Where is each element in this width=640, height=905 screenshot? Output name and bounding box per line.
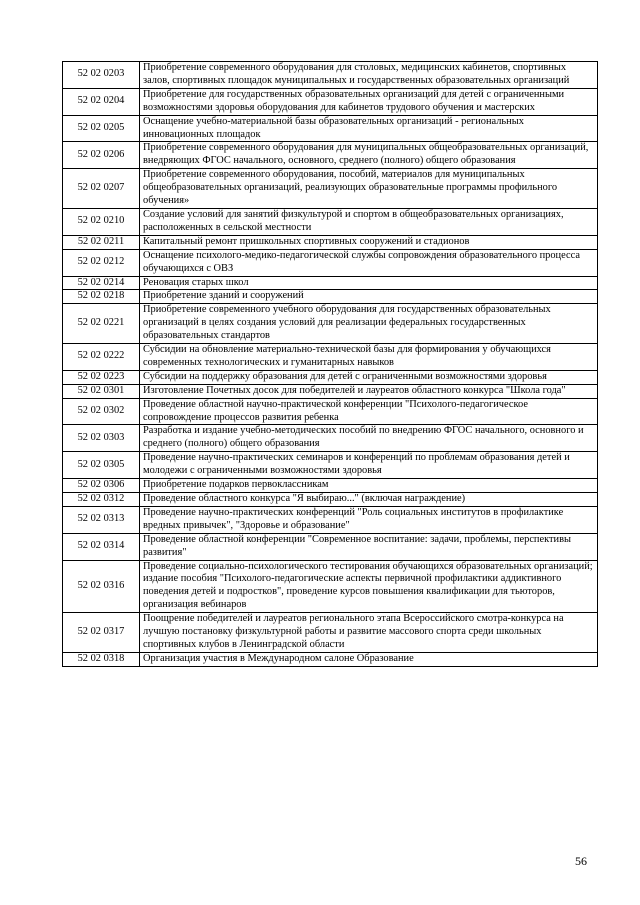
table-row — [63, 613, 598, 653]
row-description-cell: Приобретение подарков первоклассникам — [140, 479, 598, 493]
table-row — [63, 425, 598, 452]
row-code-cell: 52 02 0223 — [63, 370, 140, 384]
row-code-cell: 52 02 0301 — [63, 384, 140, 398]
row-code-cell: 52 02 0305 — [63, 452, 140, 479]
table-row — [63, 652, 598, 666]
row-code-cell: 52 02 0318 — [63, 652, 140, 666]
row-description-cell: Капитальный ремонт пришкольных спортивных сооружений и стадионов — [140, 235, 598, 249]
table-row — [63, 208, 598, 235]
row-description-cell: Проведение областного конкурса "Я выбираю..." (включая награждение) — [140, 493, 598, 507]
row-description-cell: Поощрение победителей и лауреатов регионального этапа Всероссийского смотра-конкурса на лучшую постановку физкультурной работы и развитие массового спорта среди школьных спортивных клубов в Ленинградской области — [140, 613, 598, 653]
table-row — [63, 506, 598, 533]
row-code-cell: 52 02 0206 — [63, 142, 140, 169]
row-description-cell: Проведение областной конференции "Современное воспитание: задачи, проблемы, перспективы развития" — [140, 533, 598, 560]
document-page — [62, 61, 598, 667]
row-description-cell: Реновация старых школ — [140, 276, 598, 290]
table-row — [63, 88, 598, 115]
table-row — [63, 235, 598, 249]
row-description-cell: Создание условий для занятий физкультурой и спортом в общеобразовательных организациях, расположенных в сельской местности — [140, 208, 598, 235]
row-description-cell: Субсидии на поддержку образования для детей с ограниченными возможностями здоровья — [140, 370, 598, 384]
row-code-cell: 52 02 0222 — [63, 344, 140, 371]
row-code-cell: 52 02 0316 — [63, 560, 140, 613]
row-description-cell: Проведение областной научно-практической конференции "Психолого-педагогическое сопровождение процессов развития ребенка — [140, 398, 598, 425]
row-code-cell: 52 02 0212 — [63, 249, 140, 276]
table-row — [63, 276, 598, 290]
row-code-cell: 52 02 0204 — [63, 88, 140, 115]
row-code-cell: 52 02 0203 — [63, 62, 140, 89]
table-row — [63, 479, 598, 493]
table-row — [63, 398, 598, 425]
table-row — [63, 304, 598, 344]
row-code-cell: 52 02 0207 — [63, 169, 140, 209]
row-description-cell: Проведение социально-психологического тестирования обучающихся образовательных организаций; издание пособия "Психолого-педагогические аспекты первичной профилактики аддиктивного поведения детей и подростков", проведение курсов повышения квалификации для тьюторов, организация вебинаров — [140, 560, 598, 613]
table-row — [63, 169, 598, 209]
row-code-cell: 52 02 0317 — [63, 613, 140, 653]
table-row — [63, 249, 598, 276]
row-code-cell: 52 02 0218 — [63, 290, 140, 304]
budget-code-table — [62, 61, 598, 667]
row-description-cell: Приобретение современного оборудования для столовых, медицинских кабинетов, спортивных залов, спортивных площадок муниципальных и государственных образовательных организаций — [140, 62, 598, 89]
row-description-cell: Оснащение психолого-медико-педагогической службы сопровождения образовательного процесса обучающихся с ОВЗ — [140, 249, 598, 276]
table-row — [63, 452, 598, 479]
table-body — [63, 62, 598, 667]
table-row — [63, 560, 598, 613]
table-row — [63, 493, 598, 507]
row-description-cell: Изготовление Почетных досок для победителей и лауреатов областного конкурса "Школа года" — [140, 384, 598, 398]
row-description-cell: Субсидии на обновление материально-технической базы для формирования у обучающихся современных технологических и гуманитарных навыков — [140, 344, 598, 371]
row-description-cell: Проведение научно-практических семинаров и конференций по проблемам образования детей и молодежи с ограниченными возможностями здоровья — [140, 452, 598, 479]
row-description-cell: Приобретение для государственных образовательных организаций для детей с ограниченными возможностями здоровья оборудования для кабинетов трудового обучения и мастерских — [140, 88, 598, 115]
row-code-cell: 52 02 0205 — [63, 115, 140, 142]
table-row — [63, 115, 598, 142]
row-code-cell: 52 02 0302 — [63, 398, 140, 425]
row-description-cell: Приобретение зданий и сооружений — [140, 290, 598, 304]
row-description-cell: Приобретение современного оборудования, пособий, материалов для муниципальных общеобразовательных организаций, реализующих образовательные программы профильного обучения» — [140, 169, 598, 209]
table-row — [63, 62, 598, 89]
row-code-cell: 52 02 0312 — [63, 493, 140, 507]
row-code-cell: 52 02 0210 — [63, 208, 140, 235]
table-row — [63, 533, 598, 560]
table-row — [63, 384, 598, 398]
row-description-cell: Оснащение учебно-материальной базы образовательных организаций - региональных инновационных площадок — [140, 115, 598, 142]
table-row — [63, 290, 598, 304]
row-code-cell: 52 02 0221 — [63, 304, 140, 344]
table-row — [63, 370, 598, 384]
page-number: 56 — [575, 854, 587, 868]
table-row — [63, 344, 598, 371]
row-code-cell: 52 02 0303 — [63, 425, 140, 452]
row-description-cell: Разработка и издание учебно-методических пособий по внедрению ФГОС начального, основного и среднего (полного) общего образования — [140, 425, 598, 452]
row-description-cell: Приобретение современного учебного оборудования для государственных образовательных организаций в целях создания условий для реализации федеральных государственных образовательных стандартов — [140, 304, 598, 344]
row-code-cell: 52 02 0214 — [63, 276, 140, 290]
row-code-cell: 52 02 0314 — [63, 533, 140, 560]
row-code-cell: 52 02 0313 — [63, 506, 140, 533]
row-code-cell: 52 02 0306 — [63, 479, 140, 493]
row-description-cell: Организация участия в Международном салоне Образование — [140, 652, 598, 666]
row-description-cell: Проведение научно-практических конференций "Роль социальных институтов в профилактике вредных привычек", "Здоровье и образование" — [140, 506, 598, 533]
table-row — [63, 142, 598, 169]
row-description-cell: Приобретение современного оборудования для муниципальных общеобразовательных организаций, внедряющих ФГОС начального, основного, среднего (полного) общего образования — [140, 142, 598, 169]
row-code-cell: 52 02 0211 — [63, 235, 140, 249]
